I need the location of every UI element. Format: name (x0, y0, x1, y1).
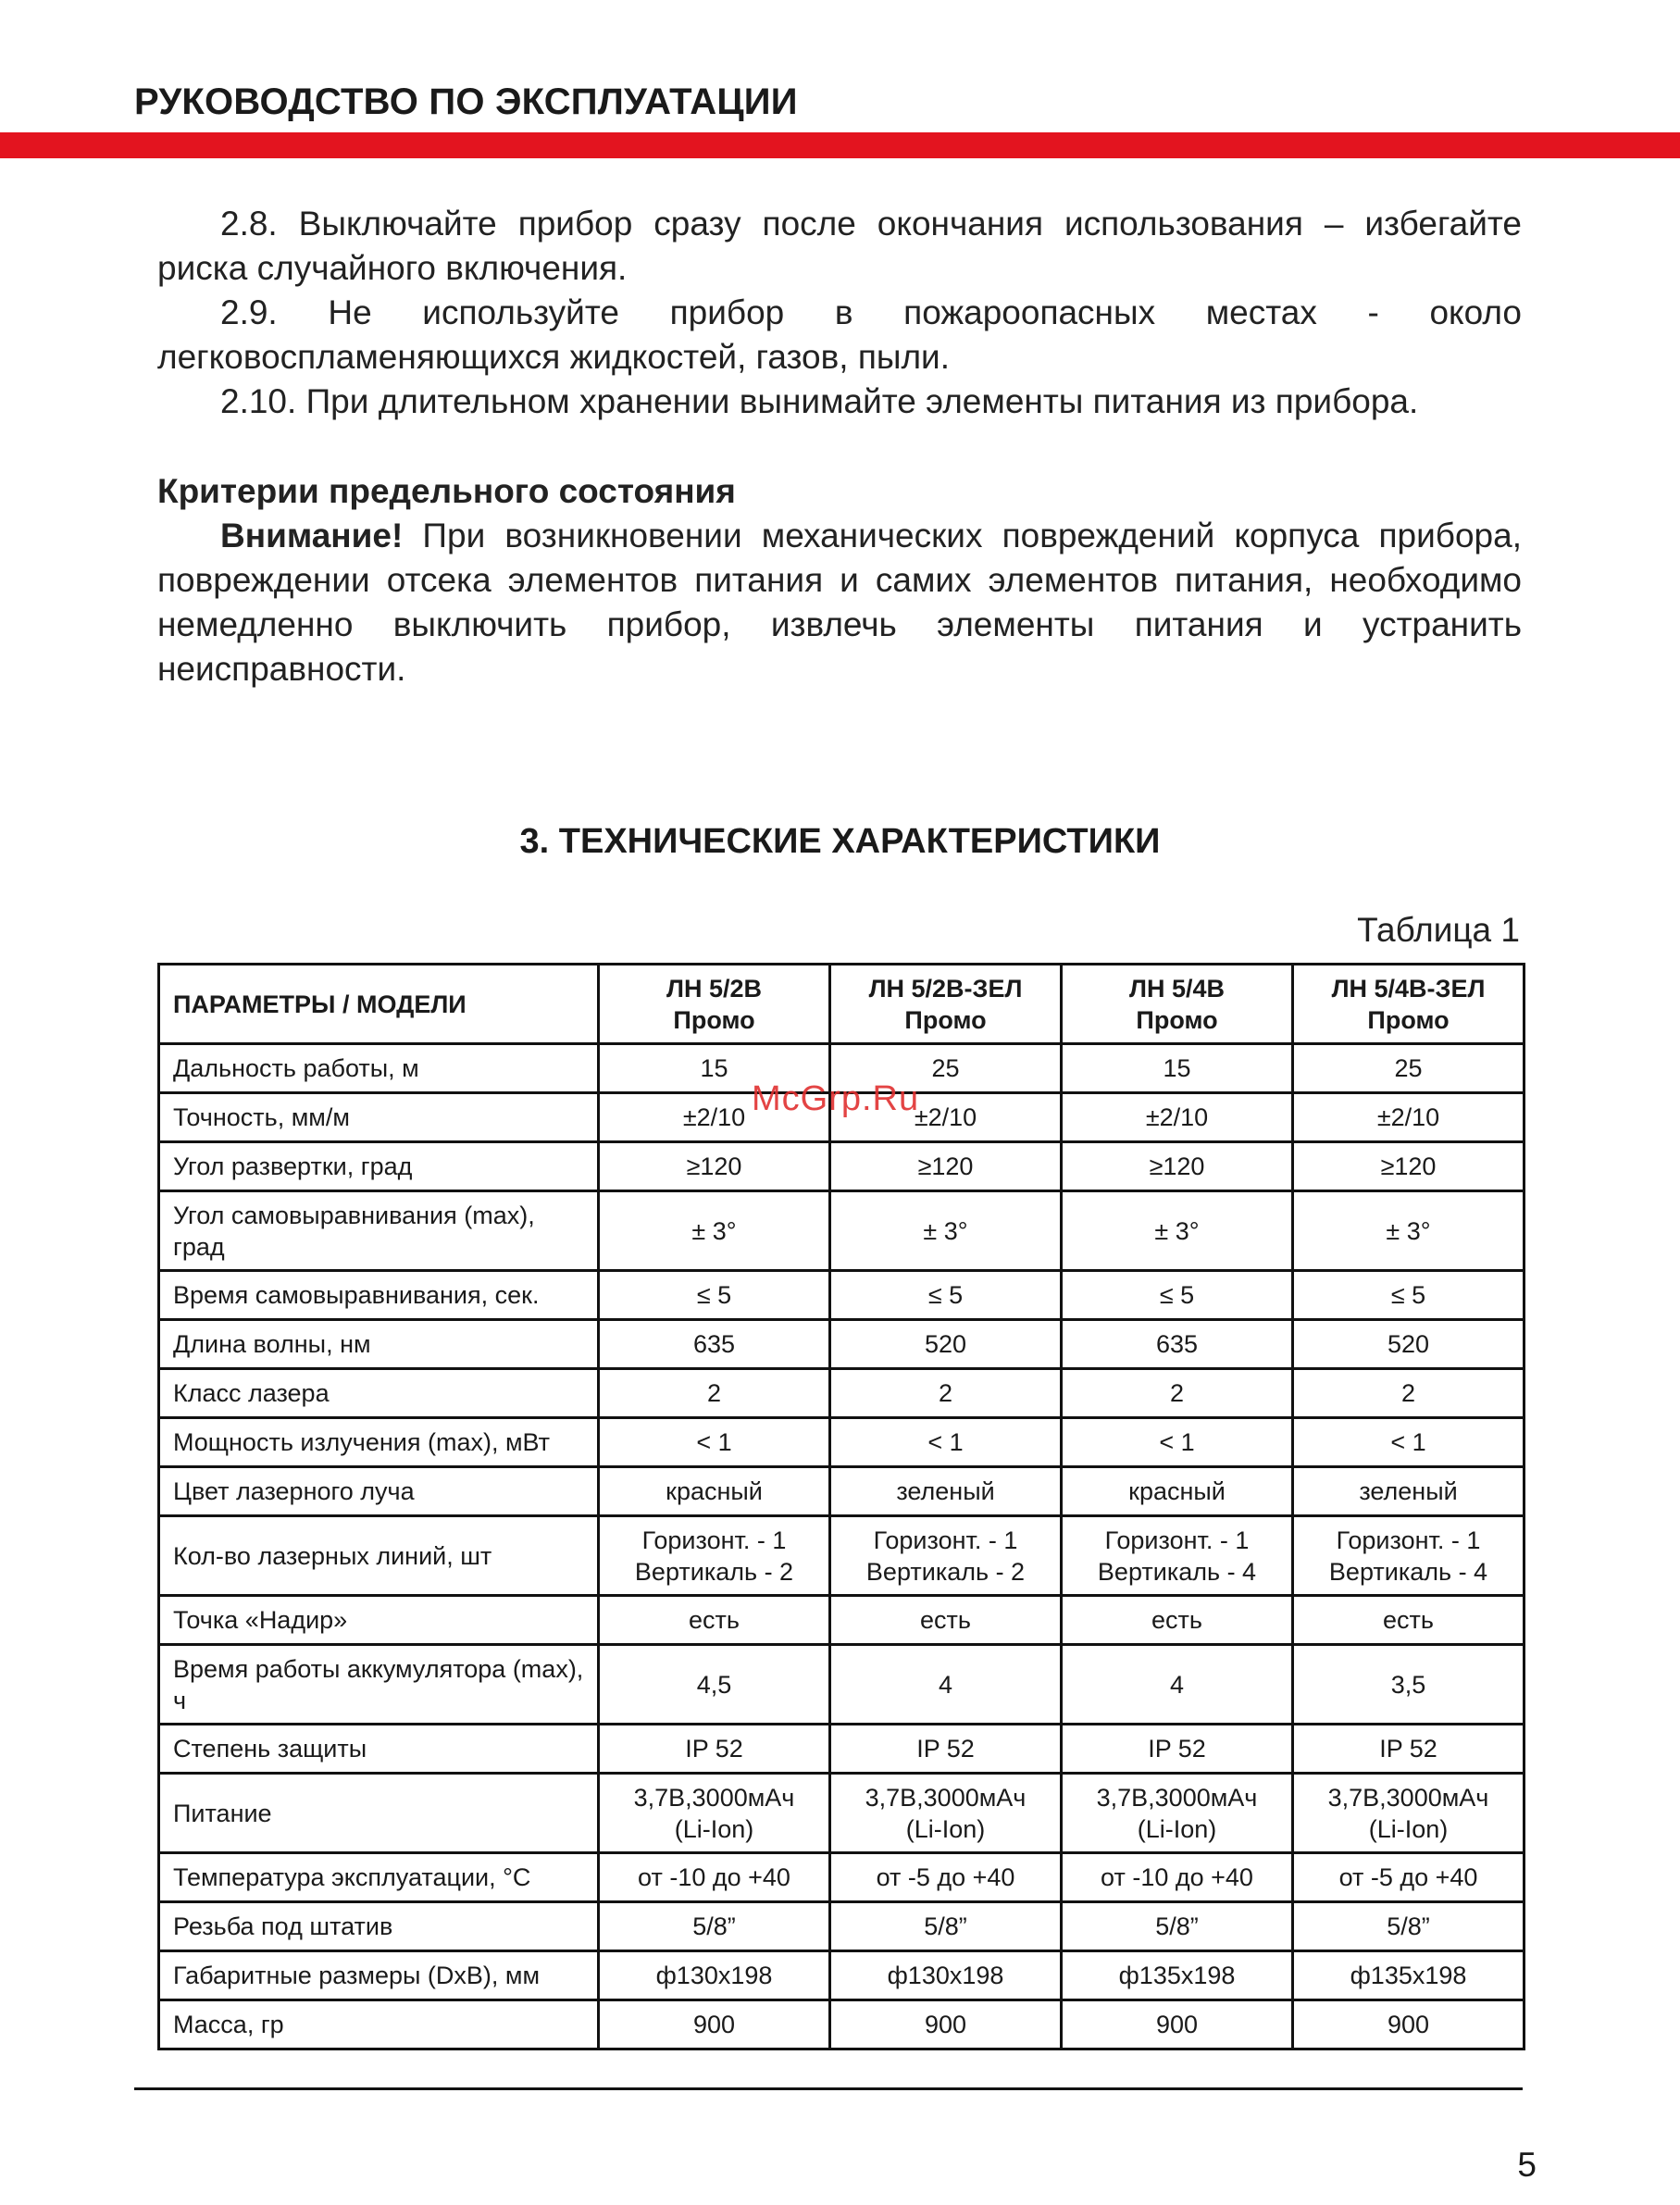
specs-table (157, 963, 1525, 2050)
value-cell: ≤ 5 (830, 1271, 1062, 1320)
value-cell: Горизонт. - 1 Вертикаль - 2 (599, 1516, 830, 1596)
value-cell: IP 52 (599, 1725, 830, 1774)
value-cell: 2 (1293, 1369, 1524, 1418)
param-cell: Кол-во лазерных линий, шт (159, 1516, 599, 1596)
model-header: ЛН 5/4В-ЗЕЛ Промо (1293, 965, 1524, 1044)
value-cell: от -10 до +40 (1062, 1853, 1293, 1902)
value-cell: 3,7В,3000мАч (Li-Ion) (599, 1774, 830, 1853)
table-row (159, 1516, 1524, 1596)
value-cell: ≥120 (1062, 1142, 1293, 1191)
param-cell: Класс лазера (159, 1369, 599, 1418)
table-row (159, 1418, 1524, 1467)
value-cell: ф135х198 (1062, 1951, 1293, 2000)
table-label: Таблица 1 (1357, 911, 1520, 949)
value-cell: ф135х198 (1293, 1951, 1524, 2000)
value-cell: Горизонт. - 1 Вертикаль - 2 (830, 1516, 1062, 1596)
value-cell: от -5 до +40 (830, 1853, 1062, 1902)
value-cell: ± 3° (1293, 1191, 1524, 1271)
param-cell: Масса, гр (159, 2000, 599, 2049)
param-cell: Угол самовыравнивания (max), град (159, 1191, 599, 1271)
safety-item: 2.9. Не используйте прибор в пожароопасных местах - около легковоспламеняющихся жидкостей, газов, пыли. (157, 293, 1522, 376)
footer-rule (134, 2087, 1523, 2090)
value-cell: зеленый (830, 1467, 1062, 1516)
value-cell: ± 3° (830, 1191, 1062, 1271)
value-cell: 4 (1062, 1645, 1293, 1725)
param-cell: Температура эксплуатации, °С (159, 1853, 599, 1902)
table-row (159, 1951, 1524, 2000)
criteria-heading: Критерии предельного состояния (157, 472, 736, 510)
param-cell: Угол развертки, град (159, 1142, 599, 1191)
warning-label: Внимание! (220, 517, 404, 554)
value-cell: Горизонт. - 1 Вертикаль - 4 (1062, 1516, 1293, 1596)
param-cell: Точка «Надир» (159, 1596, 599, 1645)
value-cell: ± 3° (1062, 1191, 1293, 1271)
value-cell: ≤ 5 (1062, 1271, 1293, 1320)
table-row (159, 1142, 1524, 1191)
value-cell: 3,7В,3000мАч (Li-Ion) (830, 1774, 1062, 1853)
value-cell: есть (1062, 1596, 1293, 1645)
safety-item: 2.8. Выключайте прибор сразу после окончания использования – избегайте риска случайного включения. (157, 205, 1522, 287)
table-header-row (159, 965, 1524, 1044)
safety-item: 2.10. При длительном хранении вынимайте элементы питания из прибора. (220, 382, 1419, 420)
value-cell: 520 (830, 1320, 1062, 1369)
value-cell: 5/8” (1062, 1902, 1293, 1951)
value-cell: ±2/10 (1293, 1093, 1524, 1142)
value-cell: 4 (830, 1645, 1062, 1725)
value-cell: 5/8” (1293, 1902, 1524, 1951)
table-row (159, 1467, 1524, 1516)
param-cell: Питание (159, 1774, 599, 1853)
value-cell: 25 (1293, 1044, 1524, 1093)
table-row (159, 2000, 1524, 2049)
value-cell: 3,5 (1293, 1645, 1524, 1725)
value-cell: есть (1293, 1596, 1524, 1645)
value-cell: < 1 (599, 1418, 830, 1467)
param-cell: Длина волны, нм (159, 1320, 599, 1369)
value-cell: 2 (830, 1369, 1062, 1418)
value-cell: 5/8” (830, 1902, 1062, 1951)
param-header: ПАРАМЕТРЫ / МОДЕЛИ (159, 965, 599, 1044)
table-row (159, 1369, 1524, 1418)
value-cell: ±2/10 (830, 1093, 1062, 1142)
table-row (159, 1645, 1524, 1725)
model-header: ЛН 5/2В-ЗЕЛ Промо (830, 965, 1062, 1044)
section-title: 3. ТЕХНИЧЕСКИЕ ХАРАКТЕРИСТИКИ (519, 822, 1161, 861)
table-row (159, 1191, 1524, 1271)
value-cell: < 1 (1062, 1418, 1293, 1467)
value-cell: ±2/10 (1062, 1093, 1293, 1142)
value-cell: ф130х198 (599, 1951, 830, 2000)
criteria-paragraph (157, 514, 1522, 691)
value-cell: 635 (1062, 1320, 1293, 1369)
value-cell: 5/8” (599, 1902, 830, 1951)
value-cell: IP 52 (830, 1725, 1062, 1774)
value-cell: 635 (599, 1320, 830, 1369)
value-cell: от -10 до +40 (599, 1853, 830, 1902)
value-cell: есть (599, 1596, 830, 1645)
param-cell: Дальность работы, м (159, 1044, 599, 1093)
criteria-block (157, 469, 1522, 691)
value-cell: 520 (1293, 1320, 1524, 1369)
header-title: РУКОВОДСТВО ПО ЭКСПЛУАТАЦИИ (134, 81, 798, 122)
value-cell: < 1 (830, 1418, 1062, 1467)
value-cell: ≤ 5 (599, 1271, 830, 1320)
value-cell: 3,7В,3000мАч (Li-Ion) (1062, 1774, 1293, 1853)
param-cell: Мощность излучения (max), мВт (159, 1418, 599, 1467)
table-row (159, 1271, 1524, 1320)
value-cell: < 1 (1293, 1418, 1524, 1467)
value-cell: 900 (830, 2000, 1062, 2049)
header-accent-bar (0, 132, 1680, 158)
value-cell: красный (599, 1467, 830, 1516)
value-cell: ≤ 5 (1293, 1271, 1524, 1320)
value-cell: 15 (599, 1044, 830, 1093)
safety-instructions (157, 202, 1522, 424)
value-cell: ≥120 (830, 1142, 1062, 1191)
model-header: ЛН 5/4В Промо (1062, 965, 1293, 1044)
table-row (159, 1596, 1524, 1645)
value-cell: зеленый (1293, 1467, 1524, 1516)
value-cell: ≥120 (599, 1142, 830, 1191)
value-cell: 4,5 (599, 1645, 830, 1725)
param-cell: Цвет лазерного луча (159, 1467, 599, 1516)
value-cell: ± 3° (599, 1191, 830, 1271)
value-cell: 900 (1062, 2000, 1293, 2049)
table-row (159, 1774, 1524, 1853)
value-cell: IP 52 (1293, 1725, 1524, 1774)
value-cell: Горизонт. - 1 Вертикаль - 4 (1293, 1516, 1524, 1596)
param-cell: Время работы аккумулятора (max), ч (159, 1645, 599, 1725)
value-cell: ≥120 (1293, 1142, 1524, 1191)
table-row (159, 1902, 1524, 1951)
value-cell: 25 (830, 1044, 1062, 1093)
value-cell: 900 (599, 2000, 830, 2049)
value-cell: ±2/10 (599, 1093, 830, 1142)
value-cell: от -5 до +40 (1293, 1853, 1524, 1902)
value-cell: 2 (599, 1369, 830, 1418)
page-number: 5 (1517, 2146, 1537, 2184)
model-header: ЛН 5/2В Промо (599, 965, 830, 1044)
param-cell: Габаритные размеры (DxB), мм (159, 1951, 599, 2000)
warning-text: При возникновении механических повреждений корпуса прибора, повреждении отсека элементов питания и самих элементов питания, необходимо немедленно выключить прибор, извлечь элементы питания и устранить неисправности. (157, 517, 1522, 688)
value-cell: 2 (1062, 1369, 1293, 1418)
value-cell: красный (1062, 1467, 1293, 1516)
table-row (159, 1725, 1524, 1774)
param-cell: Резьба под штатив (159, 1902, 599, 1951)
value-cell: 15 (1062, 1044, 1293, 1093)
watermark: McGrp.Ru (752, 1079, 920, 1118)
value-cell: IP 52 (1062, 1725, 1293, 1774)
param-cell: Степень защиты (159, 1725, 599, 1774)
param-cell: Точность, мм/м (159, 1093, 599, 1142)
table-row (159, 1853, 1524, 1902)
table-row (159, 1320, 1524, 1369)
value-cell: есть (830, 1596, 1062, 1645)
value-cell: 900 (1293, 2000, 1524, 2049)
param-cell: Время самовыравнивания, сек. (159, 1271, 599, 1320)
value-cell: 3,7В,3000мАч (Li-Ion) (1293, 1774, 1524, 1853)
value-cell: ф130х198 (830, 1951, 1062, 2000)
